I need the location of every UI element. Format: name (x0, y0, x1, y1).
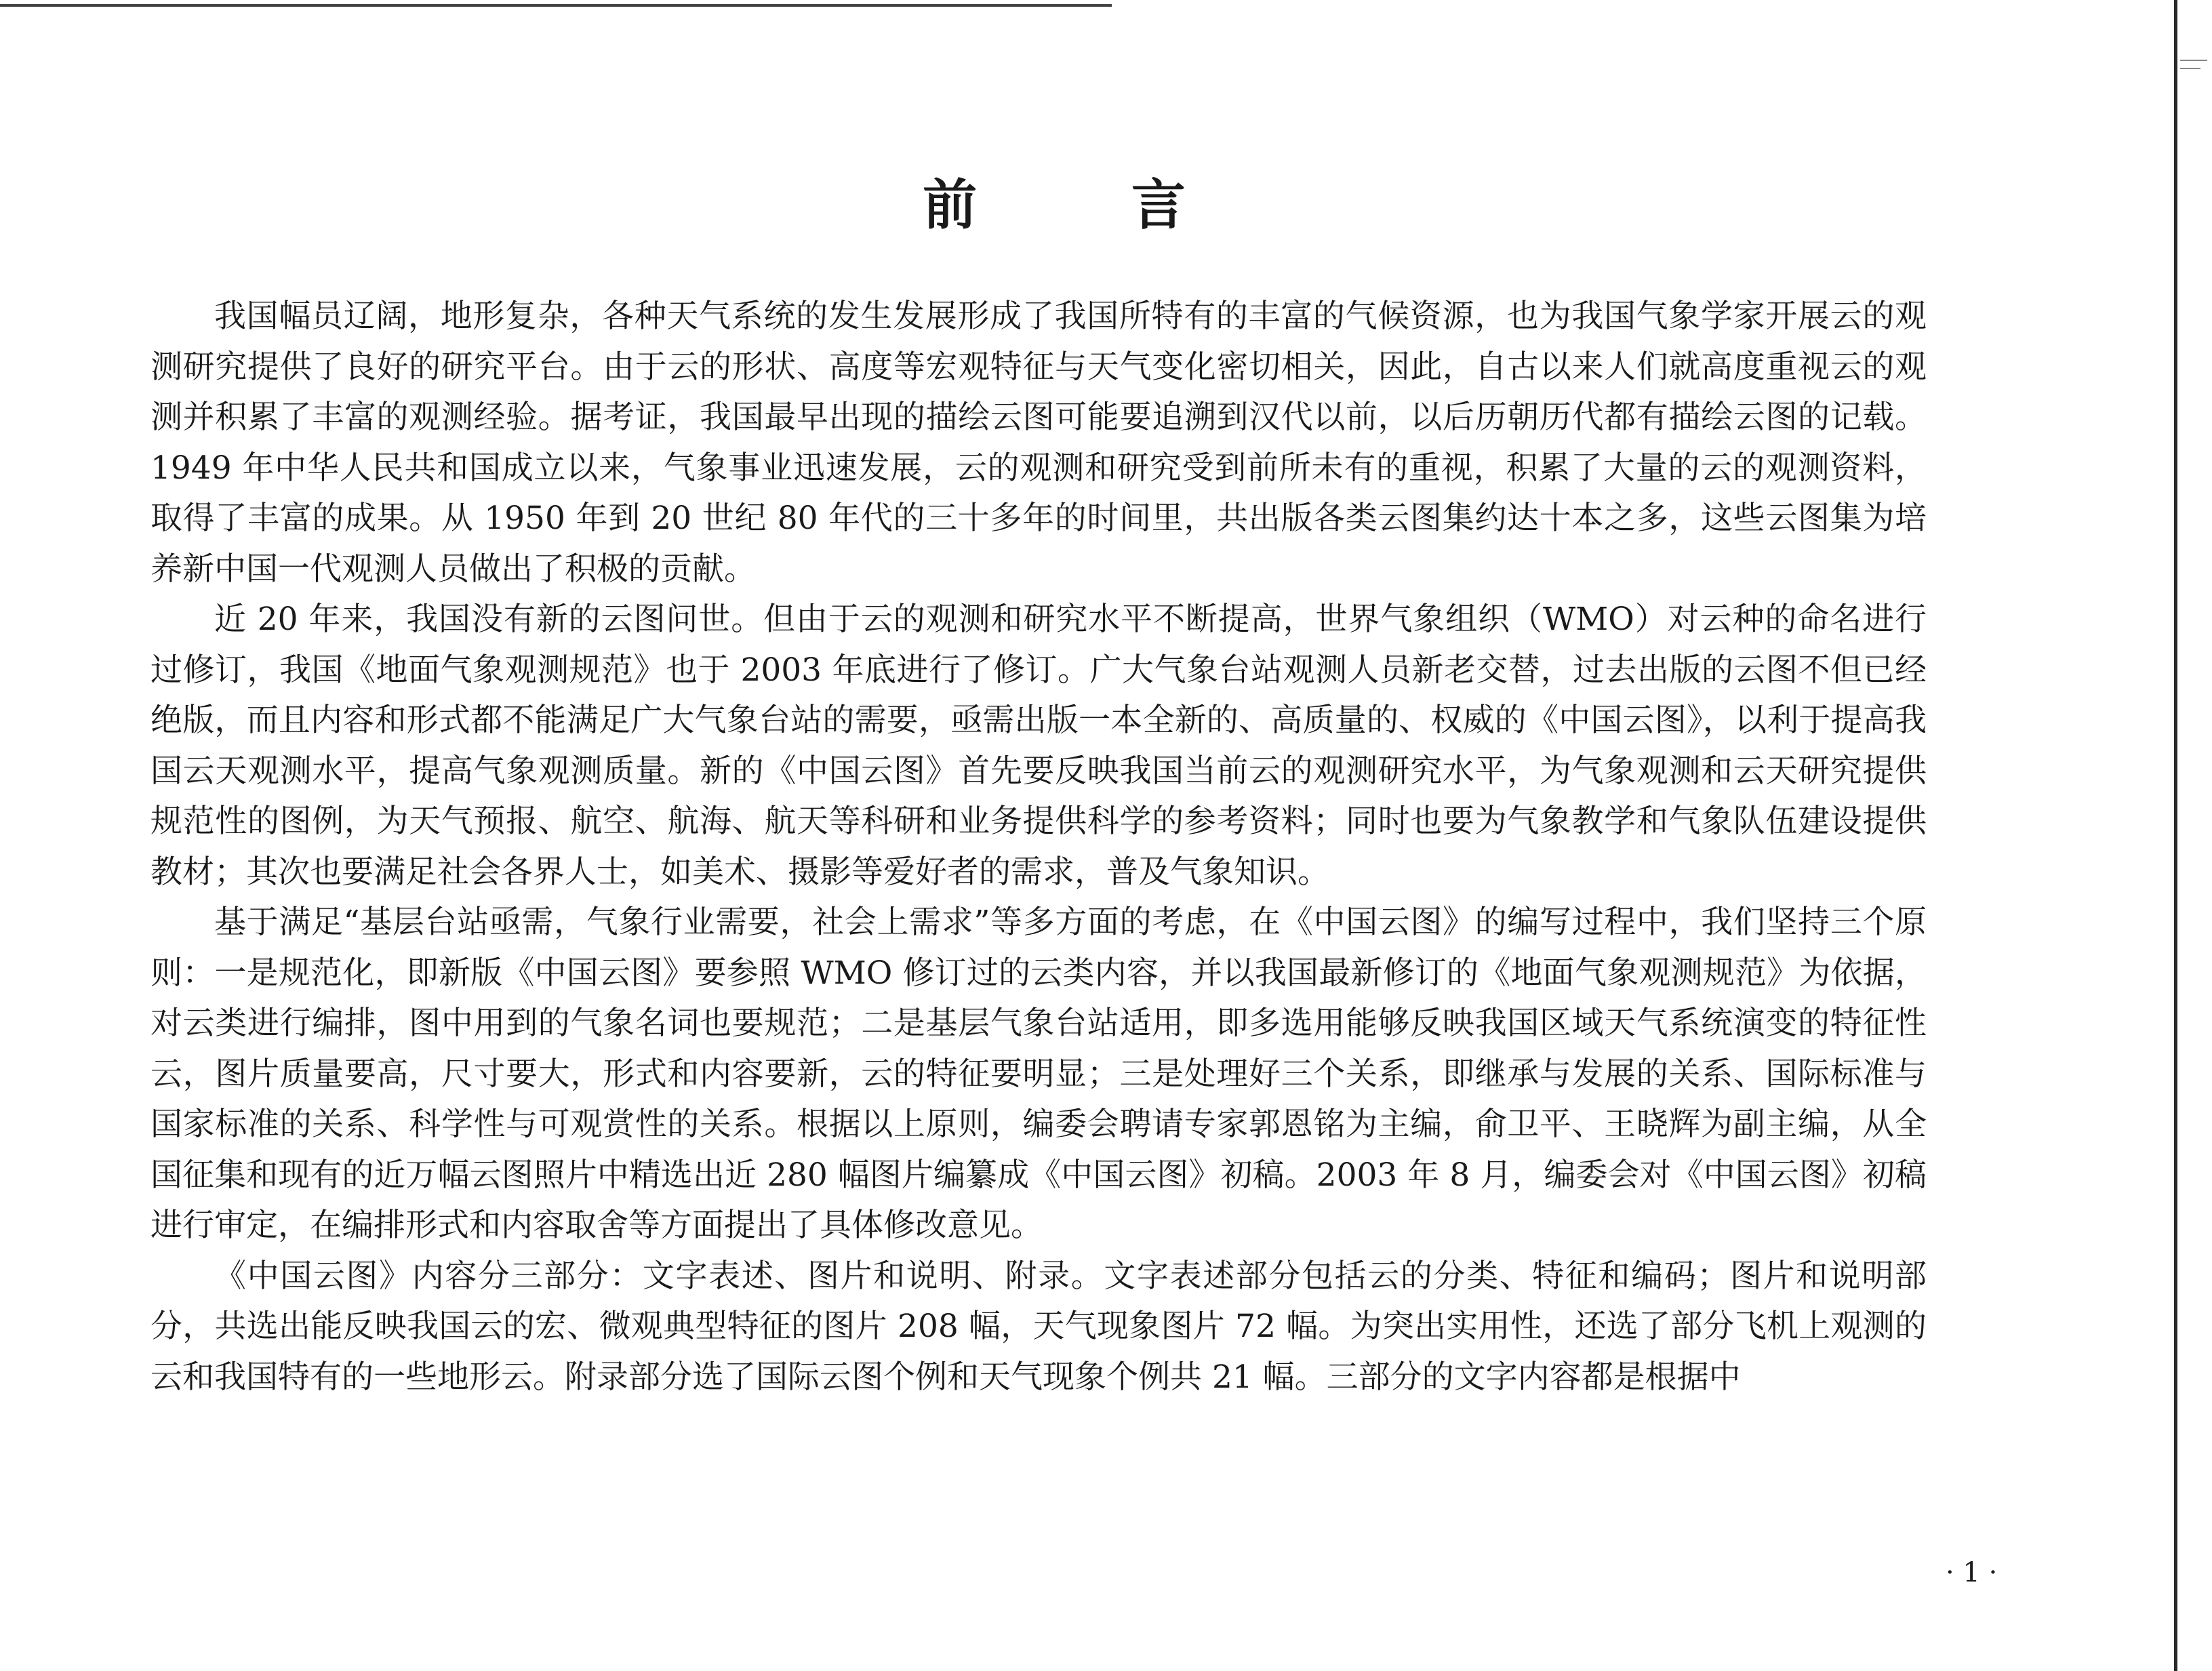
body-text (150, 291, 1927, 1403)
paragraph-4: 《中国云图》内容分三部分：文字表述、图片和说明、附录。文字表述部分包括云的分类、特征和编码；图片和说明部分，共选出能反映我国云的宏、微观典型特征的图片 208 幅，天气现象图片 72 幅。为突出实用性，还选了部分飞机上观测的云和我国特有的一些地形云。附录部分选了国际云图个例和天气现象个例共 21 幅。三部分的文字内容都是根据中 (150, 1257, 1927, 1396)
scan-edge-top (0, 4, 1112, 7)
scan-mark (2180, 68, 2200, 69)
page-title: 前 言 (923, 174, 1253, 237)
paragraph-3: 基于满足“基层台站亟需，气象行业需要，社会上需求”等多方面的考虑，在《中国云图》的编写过程中，我们坚持三个原则：一是规范化，即新版《中国云图》要参照 WMO 修订过的云类内容，并以我国最新修订的《地面气象观测规范》为依据，对云类进行编排，图中用到的气象名词也要规范；二是基层气象台站适用，即多选用能够反映我国区域天气系统演变的特征性云，图片质量要高，尺寸要大，形式和内容要新，云的特征要明显；三是处理好三个关系，即继承与发展的关系、国际标准与国家标准的关系、科学性与可观赏性的关系。根据以上原则，编委会聘请专家郭恩铭为主编，俞卫平、王晓辉为副主编，从全国征集和现有的近万幅云图照片中精选出近 280 幅图片编纂成《中国云图》初稿。2003 年 8 月，编委会对《中国云图》初稿进行审定，在编排形式和内容取舍等方面提出了具体修改意见。 (150, 904, 1927, 1244)
page-number: · 1 · (1946, 1557, 1998, 1588)
scan-edge-right (2174, 0, 2177, 1671)
scan-mark (2180, 60, 2207, 61)
paragraph-1: 我国幅员辽阔，地形复杂，各种天气系统的发生发展形成了我国所特有的丰富的气候资源，也为我国气象学家开展云的观测研究提供了良好的研究平台。由于云的形状、高度等宏观特征与天气变化密切相关，因此，自古以来人们就高度重视云的观测并积累了丰富的观测经验。据考证，我国最早出现的描绘云图可能要追溯到汉代以前，以后历朝历代都有描绘云图的记载。1949 年中华人民共和国成立以来，气象事业迅速发展，云的观测和研究受到前所未有的重视，积累了大量的云的观测资料，取得了丰富的成果。从 1950 年到 20 世纪 80 年代的三十多年的时间里，共出版各类云图集约达十本之多，这些云图集为培养新中国一代观测人员做出了积极的贡献。 (150, 298, 1927, 588)
paragraph-2: 近 20 年来，我国没有新的云图问世。但由于云的观测和研究水平不断提高，世界气象组织（WMO）对云种的命名进行过修订，我国《地面气象观测规范》也于 2003 年底进行了修订。广大气象台站观测人员新老交替，过去出版的云图不但已经绝版，而且内容和形式都不能满足广大气象台站的需要，亟需出版一本全新的、高质量的、权威的《中国云图》，以利于提高我国云天观测水平，提高气象观测质量。新的《中国云图》首先要反映我国当前云的观测研究水平，为气象观测和云天研究提供规范性的图例，为天气预报、航空、航海、航天等科研和业务提供科学的参考资料；同时也要为气象教学和气象队伍建设提供教材；其次也要满足社会各界人士，如美术、摄影等爱好者的需求，普及气象知识。 (150, 601, 1927, 891)
